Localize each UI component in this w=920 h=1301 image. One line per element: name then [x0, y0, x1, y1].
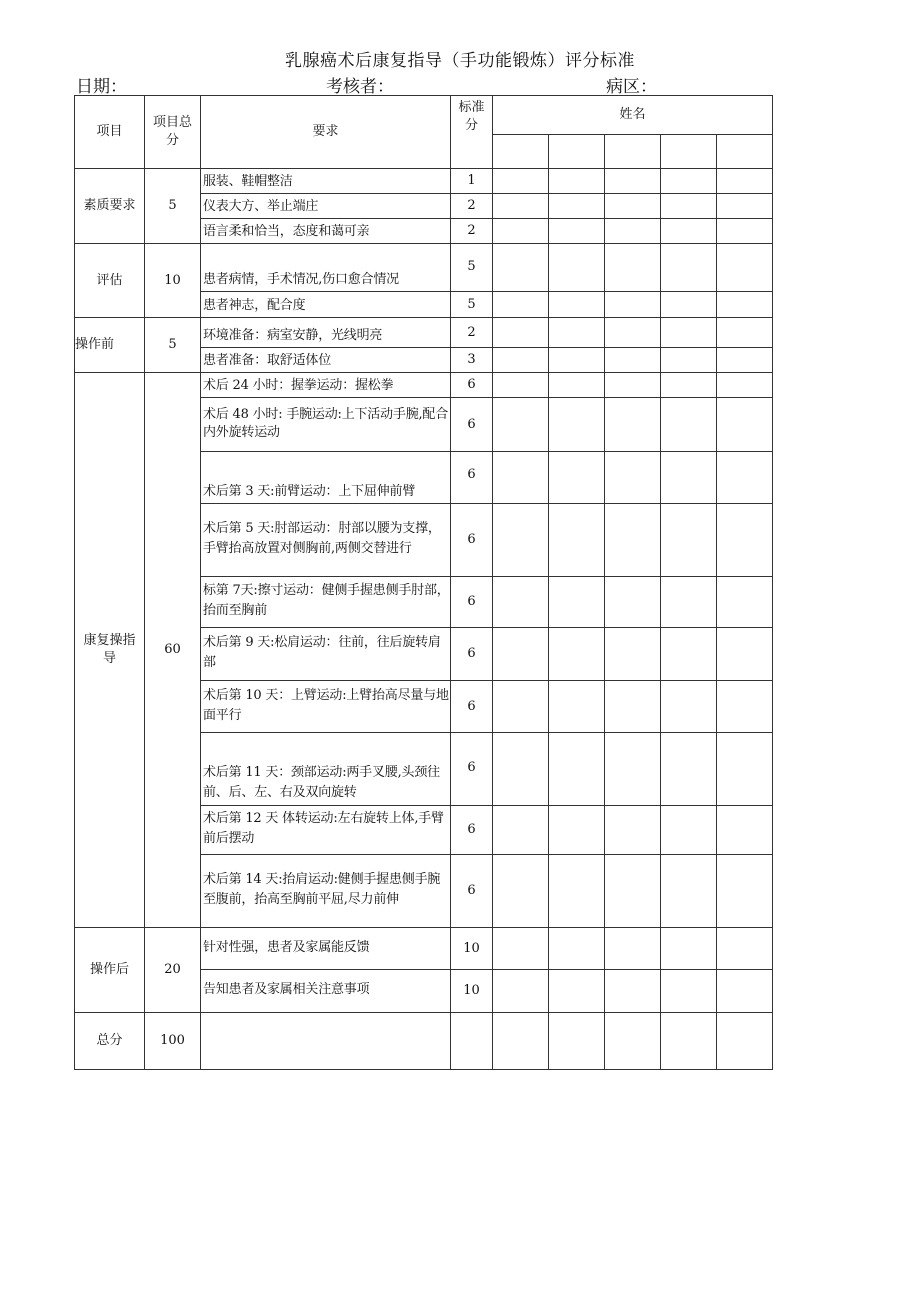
requirement-text: 环境准备：病室安静，光线明亮 [201, 318, 451, 348]
requirement-text: 术后第 5 天:肘部运动：肘部以腰为支撑，手臂抬高放置对侧胸前,两侧交替进行 [201, 504, 451, 577]
table-row [75, 318, 773, 348]
requirement-text: 标第 7天:擦寸运动：健侧手握患侧手肘部，抬而至胸前 [201, 577, 451, 628]
section-name: 操作前 [75, 318, 145, 373]
score-cell[interactable] [717, 1013, 773, 1070]
requirement-text: 术后 48 小时: 手腕运动:上下活动手腕,配合内外旋转运动 [201, 398, 451, 452]
score-cell[interactable] [661, 348, 717, 373]
section-name: 评估 [75, 244, 145, 318]
score-cell[interactable] [661, 733, 717, 806]
col-header-item-total [145, 96, 201, 169]
score-cell[interactable] [717, 577, 773, 628]
requirement-text: 患者准备：取舒适体位 [201, 348, 451, 373]
col-header-item-total-l2: 分 [165, 133, 179, 148]
score-cell[interactable] [717, 628, 773, 681]
section-total: 100 [145, 1013, 201, 1070]
score-cell[interactable] [661, 577, 717, 628]
col-header-std-l1: 标准 [458, 100, 485, 115]
requirement-text: 针对性强，患者及家属能反馈 [201, 928, 451, 970]
score-cell[interactable] [717, 681, 773, 733]
score-cell[interactable] [493, 577, 549, 628]
standard-score: 6 [451, 681, 493, 733]
score-cell[interactable] [549, 504, 605, 577]
score-cell[interactable] [717, 292, 773, 318]
score-cell[interactable] [493, 806, 549, 855]
score-cell[interactable] [717, 348, 773, 373]
requirement-text: 术后第 14 天:抬肩运动:健侧手握患侧手腕至腹前，抬高至胸前平屈,尽力前伸 [201, 855, 451, 928]
standard-score: 6 [451, 733, 493, 806]
name-cell[interactable] [549, 135, 605, 169]
score-cell[interactable] [661, 1013, 717, 1070]
section-total: 5 [145, 169, 201, 244]
name-cell[interactable] [661, 135, 717, 169]
ward-label: 病区： [606, 77, 657, 97]
standard-score: 5 [451, 292, 493, 318]
section-total: 5 [145, 318, 201, 373]
score-cell[interactable] [661, 806, 717, 855]
score-cell[interactable] [493, 628, 549, 681]
requirement-text: 术后第 12 天 体转运动:左右旋转上体,手臂前后摆动 [201, 806, 451, 855]
score-cell[interactable] [549, 169, 605, 194]
score-cell[interactable] [549, 373, 605, 398]
col-header-standard-score [451, 96, 493, 169]
score-cell[interactable] [549, 452, 605, 504]
score-cell[interactable] [661, 373, 717, 398]
score-cell[interactable] [717, 373, 773, 398]
name-cell[interactable] [493, 135, 549, 169]
score-cell[interactable] [661, 194, 717, 219]
score-cell[interactable] [661, 855, 717, 928]
score-cell[interactable] [717, 398, 773, 452]
score-cell[interactable] [549, 194, 605, 219]
standard-score: 6 [451, 398, 493, 452]
table-row [75, 244, 773, 292]
standard-score: 10 [451, 928, 493, 970]
col-header-std-l2: 分 [464, 118, 478, 133]
score-cell[interactable] [605, 219, 661, 244]
standard-score: 3 [451, 348, 493, 373]
standard-score: 1 [451, 169, 493, 194]
score-cell[interactable] [661, 970, 717, 1013]
score-cell[interactable] [605, 928, 661, 970]
requirement-text: 语言柔和恰当，态度和蔼可亲 [201, 219, 451, 244]
section-name [75, 373, 145, 928]
score-cell[interactable] [717, 219, 773, 244]
score-cell[interactable] [661, 244, 717, 292]
score-cell[interactable] [605, 348, 661, 373]
score-cell[interactable] [549, 970, 605, 1013]
score-cell[interactable] [717, 855, 773, 928]
requirement-text: 服装、鞋帽整洁 [201, 169, 451, 194]
score-cell[interactable] [605, 855, 661, 928]
score-cell[interactable] [549, 681, 605, 733]
standard-score: 6 [451, 806, 493, 855]
score-cell[interactable] [717, 504, 773, 577]
score-cell[interactable] [605, 806, 661, 855]
score-cell[interactable] [661, 452, 717, 504]
score-cell[interactable] [717, 733, 773, 806]
score-cell[interactable] [661, 219, 717, 244]
standard-score: 6 [451, 504, 493, 577]
score-cell[interactable] [605, 169, 661, 194]
score-cell[interactable] [549, 219, 605, 244]
score-cell[interactable] [549, 806, 605, 855]
score-cell[interactable] [493, 970, 549, 1013]
score-cell[interactable] [493, 855, 549, 928]
requirement-text: 告知患者及家属相关注意事项 [201, 970, 451, 1013]
standard-score: 2 [451, 318, 493, 348]
section-name: 总分 [75, 1013, 145, 1070]
score-cell[interactable] [549, 928, 605, 970]
section-name: 素质要求 [75, 169, 145, 244]
requirement-text: 术后第 3 天:前臂运动：上下屈伸前臂 [201, 452, 451, 504]
score-cell[interactable] [605, 194, 661, 219]
section-name: 操作后 [75, 928, 145, 1013]
score-cell[interactable] [493, 194, 549, 219]
score-cell[interactable] [661, 628, 717, 681]
standard-score: 6 [451, 577, 493, 628]
score-cell[interactable] [717, 244, 773, 292]
standard-score: 10 [451, 970, 493, 1013]
score-cell[interactable] [493, 292, 549, 318]
score-cell[interactable] [493, 398, 549, 452]
table-row [75, 928, 773, 970]
section-name-l2: 导 [102, 651, 116, 666]
col-header-name: 姓名 [493, 96, 773, 135]
score-cell[interactable] [605, 318, 661, 348]
requirement-text: 术后第 11 天：颈部运动:两手叉腰,头颈往前、后、左、右及双向旋转 [201, 733, 451, 806]
score-cell[interactable] [605, 577, 661, 628]
score-cell[interactable] [605, 681, 661, 733]
score-cell[interactable] [717, 928, 773, 970]
examiner-label: 考核者： [326, 77, 394, 97]
score-cell[interactable] [493, 504, 549, 577]
requirement-text: 术后 24 小时：握拳运动：握松拳 [201, 373, 451, 398]
score-cell[interactable] [549, 733, 605, 806]
table-row [75, 1013, 773, 1070]
score-cell[interactable] [549, 855, 605, 928]
score-cell[interactable] [717, 452, 773, 504]
score-cell[interactable] [493, 169, 549, 194]
score-cell[interactable] [717, 169, 773, 194]
score-cell[interactable] [549, 292, 605, 318]
section-name-l1: 康复操指 [83, 633, 136, 648]
requirement-text: 患者病情，手术情况,伤口愈合情况 [201, 244, 451, 292]
score-cell[interactable] [493, 1013, 549, 1070]
score-cell[interactable] [605, 244, 661, 292]
date-label: 日期： [76, 77, 127, 97]
standard-score: 6 [451, 628, 493, 681]
score-cell[interactable] [549, 348, 605, 373]
score-cell[interactable] [549, 628, 605, 681]
table-row [75, 373, 773, 398]
score-cell[interactable] [717, 970, 773, 1013]
score-cell[interactable] [549, 398, 605, 452]
score-cell[interactable] [661, 398, 717, 452]
requirement-text: 仪表大方、举止端庄 [201, 194, 451, 219]
score-cell[interactable] [605, 292, 661, 318]
col-header-item: 项目 [75, 96, 145, 169]
standard-score [451, 1013, 493, 1070]
score-cell[interactable] [493, 348, 549, 373]
section-total: 10 [145, 244, 201, 318]
standard-score: 2 [451, 194, 493, 219]
col-header-requirement: 要求 [201, 96, 451, 169]
score-cell[interactable] [493, 244, 549, 292]
score-cell[interactable] [661, 504, 717, 577]
requirement-text: 患者神志，配合度 [201, 292, 451, 318]
score-cell[interactable] [493, 452, 549, 504]
score-cell[interactable] [493, 733, 549, 806]
score-cell[interactable] [549, 318, 605, 348]
score-cell[interactable] [549, 244, 605, 292]
score-cell[interactable] [717, 806, 773, 855]
score-cell[interactable] [717, 318, 773, 348]
name-cell[interactable] [717, 135, 773, 169]
score-cell[interactable] [661, 318, 717, 348]
requirement-text: 术后第 10 天：上臂运动:上臂抬高尽量与地面平行 [201, 681, 451, 733]
score-cell[interactable] [661, 169, 717, 194]
score-cell[interactable] [605, 398, 661, 452]
score-cell[interactable] [549, 1013, 605, 1070]
document-title: 乳腺癌术后康复指导（手功能锻炼）评分标准 [285, 51, 635, 71]
score-cell[interactable] [493, 219, 549, 244]
score-cell[interactable] [549, 577, 605, 628]
requirement-text [201, 1013, 451, 1070]
score-cell[interactable] [605, 1013, 661, 1070]
col-header-item-total-l1: 项目总 [152, 115, 192, 130]
score-cell[interactable] [717, 194, 773, 219]
score-cell[interactable] [661, 292, 717, 318]
standard-score: 2 [451, 219, 493, 244]
score-cell[interactable] [605, 504, 661, 577]
score-cell[interactable] [493, 928, 549, 970]
score-cell[interactable] [493, 681, 549, 733]
score-cell[interactable] [605, 373, 661, 398]
score-cell[interactable] [605, 628, 661, 681]
score-cell[interactable] [661, 681, 717, 733]
score-cell[interactable] [493, 373, 549, 398]
score-cell[interactable] [605, 970, 661, 1013]
score-cell[interactable] [493, 318, 549, 348]
section-total: 20 [145, 928, 201, 1013]
standard-score: 6 [451, 373, 493, 398]
standard-score: 6 [451, 452, 493, 504]
requirement-text: 术后第 9 天:松肩运动：往前，往后旋转肩部 [201, 628, 451, 681]
standard-score: 6 [451, 855, 493, 928]
score-cell[interactable] [661, 928, 717, 970]
standard-score: 5 [451, 244, 493, 292]
score-cell[interactable] [605, 733, 661, 806]
table-row [75, 169, 773, 194]
name-cell[interactable] [605, 135, 661, 169]
scoring-table [74, 95, 773, 1070]
score-cell[interactable] [605, 452, 661, 504]
section-total: 60 [145, 373, 201, 928]
